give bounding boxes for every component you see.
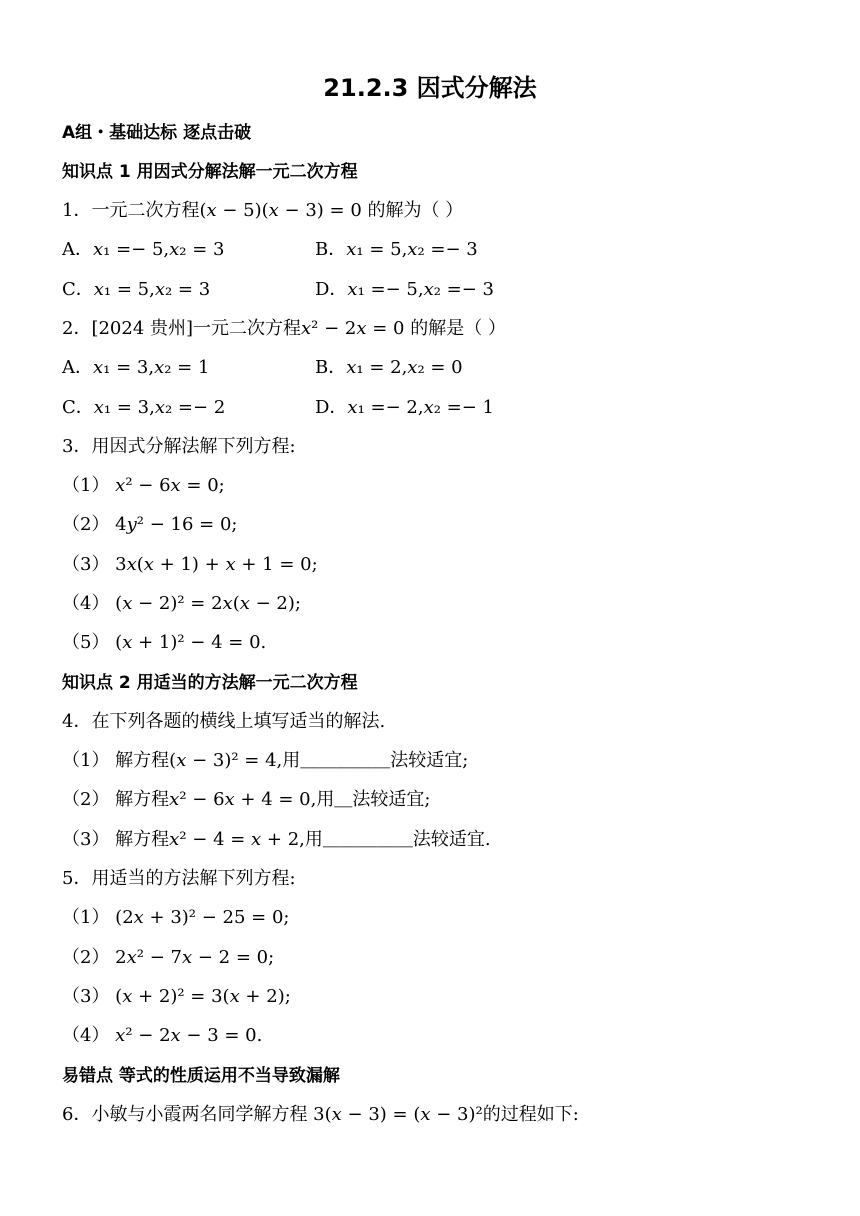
question-3-stem: 3．用因式分解法解下列方程: [62, 436, 296, 457]
question-4-item: （3） 解方程𝑥² − 4 = 𝑥 + 2,用＿＿＿＿＿法较适宜. [62, 829, 491, 850]
question-2-option-d: D．𝑥₁ =− 2,𝑥₂ =− 1 [315, 397, 495, 418]
group-a-heading: A组・基础达标 逐点击破 [62, 123, 252, 143]
question-4-stem: 4．在下列各题的横线上填写适当的解法. [62, 711, 386, 732]
question-5-item: （3） (𝑥 + 2)² = 3(𝑥 + 2); [62, 986, 291, 1007]
question-5-item: （1） (2𝑥 + 3)² − 25 = 0; [62, 907, 290, 928]
question-3-item: （2） 4𝑦² − 16 = 0; [62, 514, 238, 535]
knowledge-point-2-heading: 知识点 2 用适当的方法解一元二次方程 [62, 673, 358, 693]
question-1-stem: 1．一元二次方程(𝑥 − 5)(𝑥 − 3) = 0 的解为（ ） [62, 200, 464, 221]
question-1-option-b: B．𝑥₁ = 5,𝑥₂ =− 3 [315, 239, 478, 260]
question-2-option-b: B．𝑥₁ = 2,𝑥₂ = 0 [315, 357, 463, 378]
page-title: 21.2.3 因式分解法 [323, 74, 537, 102]
question-1-option-d: D．𝑥₁ =− 5,𝑥₂ =− 3 [315, 279, 495, 300]
question-6-stem: 6．小敏与小霞两名同学解方程 3(𝑥 − 3) = (𝑥 − 3)²的过程如下: [62, 1104, 579, 1125]
question-2-stem: 2．[2024 贵州]一元二次方程𝑥² − 2𝑥 = 0 的解是（ ） [62, 318, 506, 339]
question-5-item: （4） 𝑥² − 2𝑥 − 3 = 0. [62, 1025, 263, 1046]
question-3-item: （3） 3𝑥(𝑥 + 1) + 𝑥 + 1 = 0; [62, 554, 318, 575]
question-1-option-c: C．𝑥₁ = 5,𝑥₂ = 3 [62, 279, 211, 300]
question-2-option-c: C．𝑥₁ = 3,𝑥₂ =− 2 [62, 397, 226, 418]
question-3-item: （5） (𝑥 + 1)² − 4 = 0. [62, 632, 267, 653]
question-5-stem: 5．用适当的方法解下列方程: [62, 868, 296, 889]
question-4-item: （2） 解方程𝑥² − 6𝑥 + 4 = 0,用＿法较适宜; [62, 789, 431, 810]
question-4-item: （1） 解方程(𝑥 − 3)² = 4,用＿＿＿＿＿法较适宜; [62, 750, 469, 771]
question-1-option-a: A．𝑥₁ =− 5,𝑥₂ = 3 [62, 239, 225, 260]
question-3-item: （1） 𝑥² − 6𝑥 = 0; [62, 475, 225, 496]
knowledge-point-1-heading: 知识点 1 用因式分解法解一元二次方程 [62, 162, 358, 182]
question-2-option-a: A．𝑥₁ = 3,𝑥₂ = 1 [62, 357, 210, 378]
question-5-item: （2） 2𝑥² − 7𝑥 − 2 = 0; [62, 947, 275, 968]
error-point-heading: 易错点 等式的性质运用不当导致漏解 [62, 1066, 340, 1086]
question-3-item: （4） (𝑥 − 2)² = 2𝑥(𝑥 − 2); [62, 593, 301, 614]
